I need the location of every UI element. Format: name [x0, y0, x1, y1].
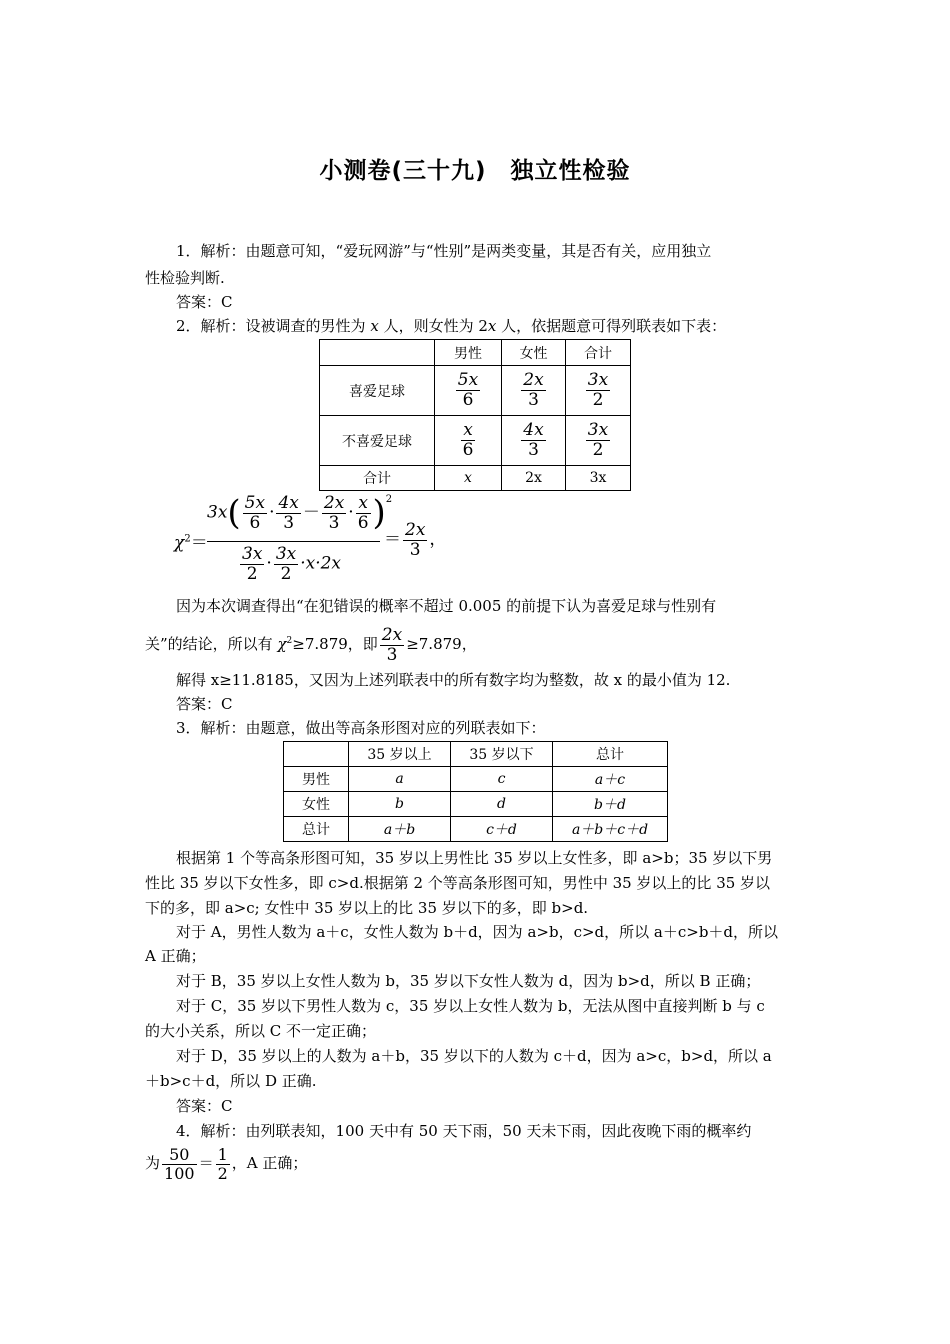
p3-text-line: 对于 B，35 岁以上女性人数为 b，35 岁以下女性人数为 d，因为 b>d，所以 B 正确； — [176, 972, 761, 990]
p2-contingency-table — [319, 339, 631, 491]
table-cell: c＋d — [451, 817, 553, 842]
p2-line-1b: 人，则女性为 2 — [378, 317, 488, 335]
p3-line-1: 3．解析：由题意，做出等高条形图对应的列联表如下： — [176, 719, 546, 737]
p3-text-line: 对于 C，35 岁以下男性人数为 c，35 岁以上女性人数为 b，无法从图中直接判断 b 与 c — [176, 997, 765, 1015]
formula-denominator: $\frac{3x}{2}$ · $\frac{3x}{2}$ ·x·2x — [242, 544, 342, 584]
p2-line-b: 关”的结论，所以有 $\chi^2\ge 7.879$，即 $\frac{2x}{3}$ ≥7.879， — [145, 625, 477, 665]
table-cell: $\frac{3x}{2}$ — [566, 366, 631, 416]
row-label: 不喜爱足球 — [320, 416, 435, 466]
p3-text-line: 的大小关系，所以 C 不一定正确； — [145, 1022, 377, 1040]
table-cell: $\frac{3x}{2}$ — [566, 416, 631, 466]
table-cell: a＋b＋c＋d — [553, 817, 668, 842]
table-cell: 2x — [502, 466, 566, 491]
p3-text-line: 下的多，即 a>c; 女性中 35 岁以上的比 35 岁以下的多，即 b>d. — [145, 899, 589, 917]
var-x: x — [487, 317, 497, 335]
p2-line-c: 解得 x≥11.8185，又因为上述列联表中的所有数字均为整数，故 x 的最小值为 12. — [176, 671, 731, 689]
table-cell: x — [435, 466, 502, 491]
p2-line-a: 因为本次调查得出“在犯错误的概率不超过 0.005 的前提下认为喜爱足球与性别有 — [176, 597, 717, 615]
row-label: 女性 — [284, 792, 349, 817]
table-cell: a＋c — [553, 767, 668, 792]
table-header-cell: 35 岁以上 — [349, 742, 451, 767]
table-header-cell: 35 岁以下 — [451, 742, 553, 767]
p1-line-2: 性检验判断. — [145, 269, 225, 287]
table-header-cell — [284, 742, 349, 767]
table-cell: $\frac{5x}{6}$ — [435, 366, 502, 416]
table-cell: $\frac{4x}{3}$ — [502, 416, 566, 466]
p3-text-line: 根据第 1 个等高条形图可知，35 岁以上男性比 35 岁以上女性多，即 a>b；35 岁以下男 — [176, 849, 773, 867]
table-header-cell: 总计 — [553, 742, 668, 767]
table-cell: c — [451, 767, 553, 792]
table-cell: $\frac{2x}{3}$ — [502, 366, 566, 416]
p3-text-line: 对于 A，男性人数为 a＋c，女性人数为 b＋d，因为 a>b，c>d，所以 a＋c>b＋d，所以 — [176, 923, 779, 941]
table-cell: b — [349, 792, 451, 817]
row-label: 总计 — [284, 817, 349, 842]
row-label: 喜爱足球 — [320, 366, 435, 416]
p3-answer: 答案：C — [176, 1097, 233, 1115]
p3-text-line: A 正确； — [145, 947, 206, 965]
p1-answer: 答案：C — [176, 293, 233, 311]
var-x: x — [370, 317, 379, 335]
table-cell: 3x — [566, 466, 631, 491]
table-cell: a＋b — [349, 817, 451, 842]
p3-text-line: 对于 D，35 岁以上的人数为 a＋b，35 岁以下的人数为 c＋d，因为 a>c，b>d，所以 a — [176, 1047, 772, 1065]
fraction-bar — [207, 541, 380, 542]
p3-contingency-table — [283, 741, 668, 842]
p2-line-1 — [176, 316, 838, 336]
p1-line-1: 1．解析：由题意可知，“爱玩网游”与“性别”是两类变量，其是否有关，应用独立 — [176, 242, 712, 260]
row-label: 男性 — [284, 767, 349, 792]
table-header-cell: 男性 — [435, 340, 502, 366]
p2-line-1a: 2．解析：设被调查的男性为 — [176, 317, 371, 335]
table-header-cell: 女性 — [502, 340, 566, 366]
formula-numerator: 3x( $\frac{5x}{6}$ · $\frac{4x}{3}$ － $\frac{2x}{3}$ · $\frac{x}{6}$ )$^2$ — [207, 493, 393, 534]
p3-text-line: 性比 35 岁以下女性多，即 c>d.根据第 2 个等高条形图可知，男性中 35 岁以上的比 35 岁以 — [145, 874, 771, 892]
p3-text-line: ＋b>c＋d，所以 D 正确. — [145, 1072, 317, 1090]
table-header-cell — [320, 340, 435, 366]
p4-line-1: 4．解析：由列联表知，100 天中有 50 天下雨，50 天未下雨，因此夜晚下雨的概率约 — [176, 1122, 752, 1140]
table-header-cell: 合计 — [566, 340, 631, 366]
row-label: 合计 — [320, 466, 435, 491]
table-cell: a — [349, 767, 451, 792]
p2-line-1c: 人，依据题意可得列联表如下表： — [496, 317, 727, 335]
table-cell: $\frac{x}{6}$ — [435, 416, 502, 466]
page-title: 小测卷(三十九) 独立性检验 — [319, 158, 631, 184]
table-cell: d — [451, 792, 553, 817]
p4-line-2: 为 $\frac{50}{100}$ ＝ $\frac{1}{2}$ ，A 正确； — [145, 1145, 308, 1183]
table-cell: b＋d — [553, 792, 668, 817]
p2-answer: 答案：C — [176, 695, 233, 713]
chi-symbol: $\chi^2=$ — [174, 533, 208, 553]
formula-result: ＝ $\frac{2x}{3}$ ， — [384, 520, 447, 560]
